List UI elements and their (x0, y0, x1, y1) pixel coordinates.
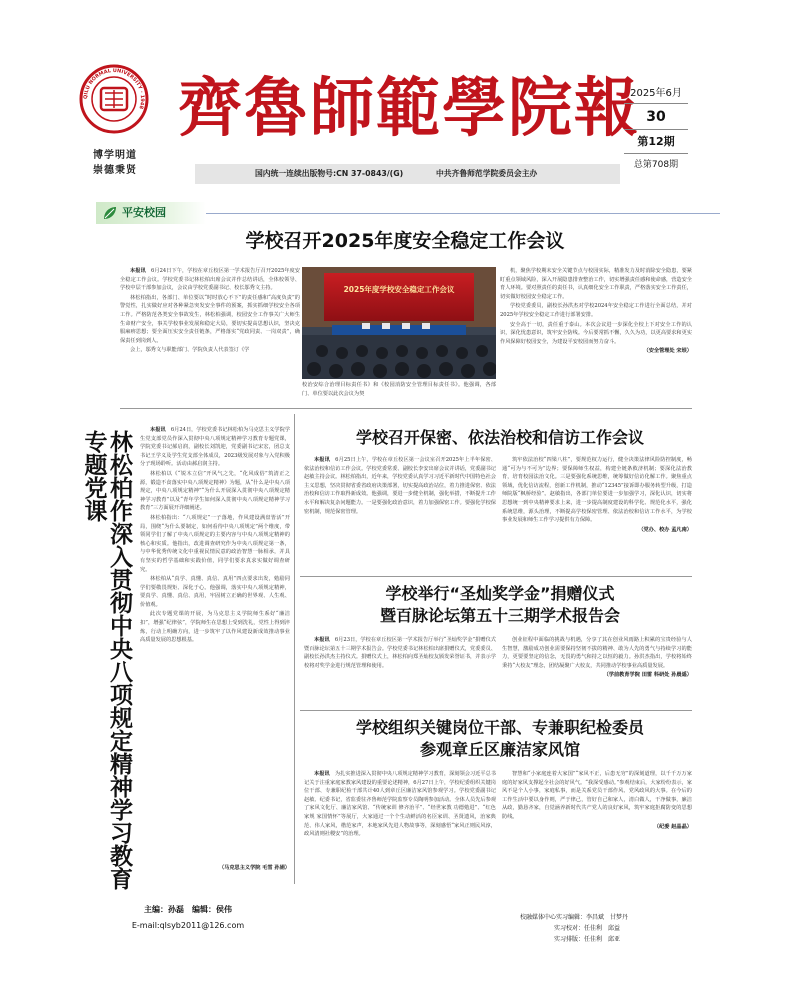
credit-label: 校融媒体中心实习编辑： (520, 914, 587, 921)
divider (206, 213, 720, 214)
newspaper-title: 齊魯師範學院報 (178, 71, 640, 146)
article1-paragraph: 机，聚焦学校期末安全关键节点与校园实际，精准发力及时消除安全隐患，要紧盯重点领域风险，深入开展隐患排查整治工作，切实增强责任感和使命感，营造安全育人环境。要对照责任的责任书，认真细化安全工作职责，严格落实安全工作责任，切实做好校园安全稳定工作。 (500, 268, 692, 300)
article1-paragraph: 安全高于一切，责任重于泰山。本次会议进一步深化全校上下对安全工作的认识，深化忧患意识，筑牢安全防线。今后要常抓不懈，久久为功，以更高要求和更实作风保障好校园安全，为建设平安校园而努力奋斗。 (500, 321, 692, 345)
left-article-paragraph: 此次专题党课的开展，为马克思主义学院师生系好“廉洁扣”，增强“纪律弦”，学院师生在思想上受到洗礼，党性上得到淬炼，行动上明确方向，进一步筑牢了以作风建设新成效推动事业高质量发展的思想根基。 (140, 611, 290, 644)
divider (300, 576, 692, 577)
article4-column-1 (304, 770, 496, 890)
issue-total: 总第708期 (633, 160, 679, 170)
left-article-paragraph: 林松柏从“真学、真懂、真信、真用”四点要求出发，勉励同学们要敬畏规矩、深化于心。他强调，落实中央八项规定精神，要真学、真懂、真信、真用，牢固树立正确的世界观、人生观、价值观。 (140, 576, 290, 608)
article2-column-1 (304, 456, 496, 568)
article1-byline: 本报讯 (130, 268, 146, 274)
logo-ring-text: QILU NORMAL UNIVERSITY · 1948 (82, 67, 146, 110)
article3-byline: 本报讯 (314, 637, 330, 643)
article4-column-2 (502, 770, 692, 844)
article3-column-1 (304, 636, 496, 704)
motto (85, 148, 145, 178)
credit-label: 实习排版： (554, 936, 585, 943)
divider (294, 414, 295, 884)
left-article-paragraph: 林松柏指出：“八项规定”一子落地，作风建设满盘皆活”开局，围绕“为什么要制定，如何看待中央八项规定”两个维度，带领同学们了解了中央八项规定的主要内容与中央八项规定精神的核心和实质。他指出，改进调查研究作为中央八项规定第一条，与中华优秀传统文化中重视民情民意的政治智慧一脉相承，并具有坚实的哲学基础和实践价值，同学们要求真求实做好调查研究。 (140, 514, 290, 573)
article3-paragraph: 6月23日，学校在章丘校区第一学术报告厅举行“圣灿奖学金”捐赠仪式暨百脉论坛第五十三期学术报告会。学校党委书记林松柏出席捐赠仪式，党委委员、副校长孙洪杰主持仪式。捐赠仪式上，林松柏向郑圣灿校友颁发荣誉证书，并表示学校将对奖学金进行规范管理和使用。 (304, 637, 496, 669)
media-center-credits (502, 912, 692, 945)
credit-label: 实习校对： (554, 925, 585, 932)
article1-column-3 (500, 267, 692, 403)
left-article-signature: （马克思主义学院 毛雪 孙娟） (218, 865, 290, 871)
article1-paragraph: 林松柏指出，各部门、单位要以“时时放心不下”的责任感和“高度负责”的警觉性，扎实做好应对各种紧急突发安全事件的预案，抓实抓细学校安全各项工作。严格防范各类安全事故发生，林松柏强调，校园安全工作事关广大师生生命财产安全，事关学校事业发展和稳定大局，要切实提高思想认识，坚决克服麻痹思想；要全面压实安全责任链条，严格落实“党政同责、一岗双责”，确保责任到岗到人。 (120, 294, 300, 344)
motto-line-1: 博学明道 (93, 150, 137, 161)
university-logo (79, 64, 149, 134)
left-article-paragraph: 林松柏以《“锐木立信”开风气之先，“化风成俗”筑清正之源，锻造不食落实中央八项规定精神》为题，从“什么是中央八项规定，中央八项规定精神”“为什么开展深入贯彻中央八项规定精神学习教育”以及“青年学生如何深入贯彻中央八项规定精神学习教育”三方面展开详细阐述。 (140, 470, 290, 512)
divider (300, 710, 692, 711)
left-article-byline: 本报讯 (150, 427, 166, 433)
article1-signature: （安全管理处 宋垠） (643, 348, 692, 355)
left-article-body (140, 426, 290, 864)
article3-paragraph: 创业征程中面临的挑战与机遇，分享了其在创业风雨路上积累的宝贵经验与人生智慧，激励成功创业需要保持坚韧不拔的精神、敢为人先的勇气与持续学习的能力，更要要坚定的信念，无畏的勇气和持之以恒的毅力。孙洪杰指出，学校将始终秉持“大校友”理念，团结凝聚广大校友，共同推动学校事业高质量发展。 (502, 637, 692, 669)
sponsor: 中共齐鲁师范学院委员会主办 (435, 169, 538, 178)
issue-date: 2025年6月 (624, 84, 688, 104)
article4-paragraph: 为扎实推进深入贯彻中央八项规定精神学习教育，深刻领会习近平总书记关于注重家庭家教家风建设的重要论述精神，6月27日上午，学校纪委组织关键岗位干部、专兼职纪检干部共计40人到章丘区廉洁家风馆参观学习。学校党委副书记赵敏、纪委书记，省监委驻齐鲁师范学院监察专员陶明参加活动。全体人员先后参观了家风文化厅、廉洁家风馆、“传统家训 修齐治平”、“经世家教 功德勉进”、“红色家规 家国情怀”等展厅，大家通过一个个生动鲜活的名臣家训、圣贤遗风，治家典范、伟人家风，楷范家声，本地家风先进人物故事等，深刻感悟“家风正则民风淳，政风清则社稷安”的治理。 (304, 771, 496, 838)
issue-info (624, 84, 688, 176)
credit-line (502, 934, 692, 945)
article1-paragraph: 6月24日下午，学校在章丘校区第一学术报告厅召开2025年度安全稳定工作会议。学校党委书记林松柏出席会议并作总结讲话，全体校领导、学校中层干部参加会议，会议由学校党委副书记、校长邬秀文主持。 (120, 268, 300, 292)
article3-column-2 (502, 636, 692, 704)
credit-line (502, 923, 692, 934)
credit-names: 李昌斌 甘梦丹 (586, 914, 629, 921)
issue-number: 第12期 (624, 130, 688, 154)
credit-names: 任佳利 邱益 (584, 925, 621, 932)
left-article-paragraph: 6月24日，学校党委书记林松柏为马克思主义学院学生党支部党员作深入贯彻中央八项规定精神学习教育专题党课，学院党委书记郝启润，副校长刘凯迎，党委副书记宋宏，团总支书记王学义及学生党支部全体成员，2023级发展对象与入党积极分子现场聆听。活动由郝启润主持。 (140, 427, 290, 468)
article4-headline-line-1: 学校组织关键岗位干部、专兼职纪检委员 (355, 718, 644, 737)
article2-paragraph: 筑牢依法治校“四梁八柱”，要规范权力运行，健全决策法律风险防控制度，畅通“可为与不可为”边界；要保障师生权益，构建全链条救济机制；要深化法治教育，培育校园法治文化。三是要强化系统思维，统筹做好信访化解工作。聚焦重点领域，优化信访流程，创新工作机制，推动“12345”接诉即办服务转型升级，打造师院版“枫桥经验”。赵敏指出，各部门单位要进一步加强学习，深化认识，切实将思想统一到中央精神要求上来，进一步提高制度建设的科学化、规范化水平，强化系统思维，源头治理，不断提高学校保密管理、依法治校和信访工作水平，为学校事业发展和师生工作学习提供有力保障。 (502, 457, 692, 524)
article4-signature: （纪委 赵晶晶） (653, 823, 692, 830)
email: E-mail:qlsyb2011@126.com (131, 921, 245, 930)
article3-headline-line-1: 学校举行“圣灿奖学金”捐赠仪式 (385, 584, 615, 603)
article1-headline: 学校召开2025年度安全稳定工作会议 (245, 230, 565, 252)
issue-day: 30 (624, 104, 688, 130)
article3-signature: （学前教育学院 田雷 科研处 孙晨遥） (603, 672, 692, 679)
article2-byline: 本报讯 (314, 457, 330, 463)
credit-line (502, 912, 692, 923)
meeting-photo (302, 267, 496, 379)
article2-signature: （党办、校办 孟凡南） (638, 526, 692, 533)
article1-column-1 (120, 267, 300, 403)
article2-headline: 学校召开保密、依法治校和信访工作会议 (355, 428, 644, 447)
section-tag (96, 202, 206, 224)
motto-line-2: 崇德秉贤 (93, 165, 137, 176)
article4-byline: 本报讯 (314, 771, 330, 777)
article1-caption-continued: 校治安综合治理目标责任书》和《校园消防安全管理目标责任书》。他强调，各部门、单位要以此次会议为契 (302, 382, 496, 397)
section-tag-label: 平安校园 (122, 206, 166, 219)
left-article-headline: 林松柏作深入贯彻中央八项规定精神学习教育专题党课 (80, 430, 133, 890)
registration-bar (195, 164, 620, 184)
article4-headline-line-2: 参观章丘区廉洁家风馆 (419, 740, 580, 759)
editor-line: 主编：孙磊 编辑：侯伟 (144, 905, 232, 914)
article1-paragraph: 会上，邬秀文与职能部门、学院负责人代表签订《学 (130, 347, 250, 354)
article4-paragraph: 智慧和“小家庭连着大家国”“家风不正，后患无穷”的深刻道理，以千千万万家庭的好家风支撑起全社会的好风气。“我深受感动。”参观结束后，大家纷纷表示，家风不是个人小事，家庭私事，而是关系党员干部作风、党风政风的大事。在今后的工作生活中要以身作则，严于律己，管好自己和家人，清白做人，干净做事，廉洁从政，勤恳齐家，自觉涵养新时代共产党人的良好家风，筑牢家庭拒腐防变的思想防线。 (502, 771, 692, 820)
article2-column-2 (502, 456, 692, 568)
editor-info (90, 902, 286, 942)
article1-paragraph: 学校党委委员，副校长孙洪杰对学校2024年安全稳定工作进行全面总结，并对2025年学校安全稳定工作进行部署安排。 (500, 303, 692, 318)
registration-number: 国内统一连续出版物号:CN 37-0843/(G) (255, 169, 404, 178)
divider (120, 408, 692, 409)
leaf-icon (102, 205, 118, 221)
photo-banner-text: 2025年度学校安全稳定工作会议 (343, 285, 455, 294)
article2-paragraph: 6月25日上午，学校在章丘校区第一会议室召开2025年上半年保密、依法治校和信访工作会议。学校党委常委、副校长李安出席会议并讲话，党委副书记赵敏主持会议。林松柏指出，近年来，学校党委认真学习习近平新时代中国特色社会主义思想，坚决贯彻省委省政府决策部署，切实提高政治站位，着力推进保密、依法治校和信访工作取得新成效。他强调，要进一步健全机制，强化举措，不断提升工作水平和解决复杂问题能力。一是要强化政治意识，着力加强保密工作。要强化学校保密机制，规范保密管理。 (304, 457, 496, 515)
article3-headline-line-2: 暨百脉论坛第五十三期学术报告会 (379, 606, 620, 625)
credit-names: 任佳利 邱亚 (584, 936, 621, 943)
